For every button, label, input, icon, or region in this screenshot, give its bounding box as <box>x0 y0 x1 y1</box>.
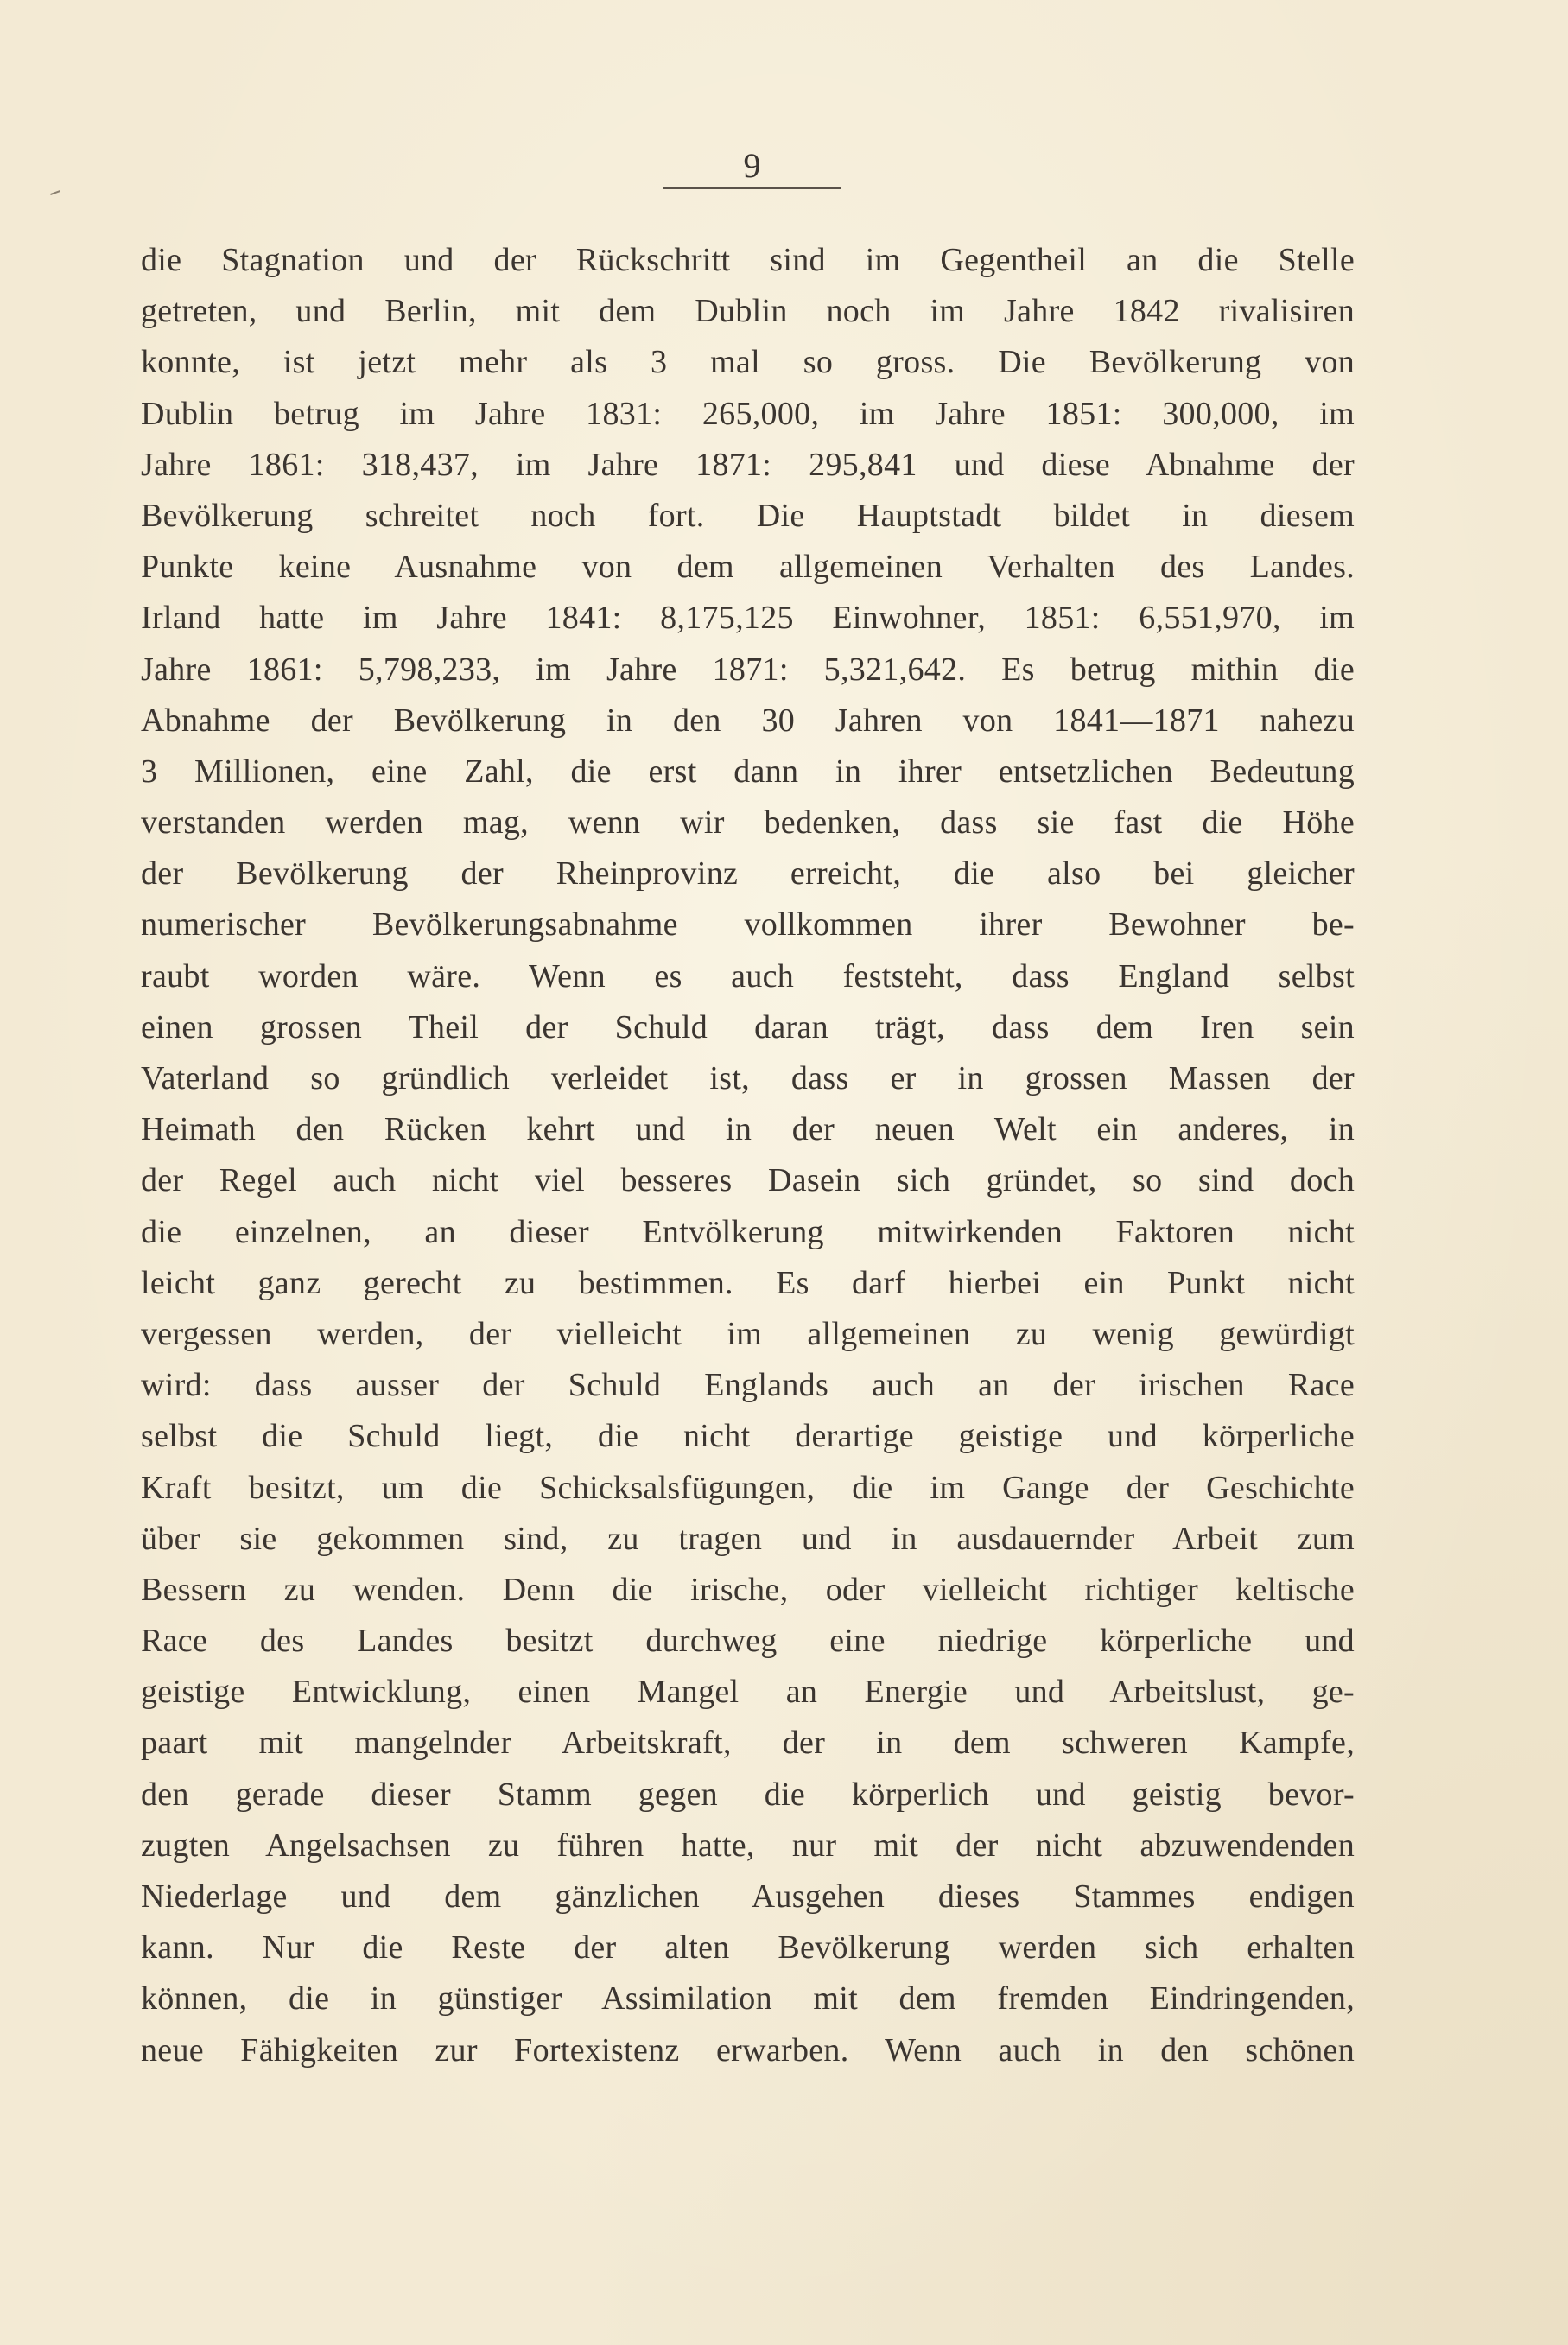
text-line: selbst die Schuld liegt, die nicht derartige geistige und körperliche <box>141 1418 1355 1455</box>
text-line: der Regel auch nicht viel besseres Dasein sich gründet, so sind doch <box>141 1162 1355 1199</box>
text-line: der Bevölkerung der Rheinprovinz erreicht, die also bei gleicher <box>141 855 1355 893</box>
text-line: den gerade dieser Stamm gegen die körperlich und geistig bevor- <box>141 1776 1355 1813</box>
text-line: raubt worden wäre. Wenn es auch feststeht, dass England selbst <box>141 957 1355 995</box>
text-line: neue Fähigkeiten zur Fortexistenz erwarben. Wenn auch in den schönen <box>141 2031 1355 2069</box>
text-line: Irland hatte im Jahre 1841: 8,175,125 Einwohner, 1851: 6,551,970, im <box>141 600 1355 637</box>
text-line: Niederlage und dem gänzlichen Ausgehen dieses Stammes endigen <box>141 1878 1355 1915</box>
body-text <box>141 235 1355 2076</box>
text-line: die Stagnation und der Rückschritt sind im Gegentheil an die Stelle <box>141 242 1355 278</box>
text-line: Kraft besitzt, um die Schicksalsfügungen, die im Gange der Geschichte <box>141 1469 1355 1506</box>
text-line: Bessern zu wenden. Denn die irische, oder vielleicht richtiger keltische <box>141 1571 1355 1608</box>
text-line: numerischer Bevölkerungsabnahme vollkommen ihrer Bewohner be- <box>141 906 1355 944</box>
text-line: Heimath den Rücken kehrt und in der neuen Welt ein anderes, in <box>141 1111 1355 1148</box>
text-line: geistige Entwicklung, einen Mangel an Energie und Arbeitslust, ge- <box>141 1674 1355 1711</box>
text-line: konnte, ist jetzt mehr als 3 mal so gross. Die Bevölkerung von <box>141 344 1355 381</box>
text-line: paart mit mangelnder Arbeitskraft, der in dem schweren Kampfe, <box>141 1725 1355 1762</box>
page-number: 9 <box>743 146 761 185</box>
text-line: Race des Landes besitzt durchweg eine niedrige körperliche und <box>141 1623 1355 1660</box>
text-line: Jahre 1861: 5,798,233, im Jahre 1871: 5,321,642. Es betrug mithin die <box>141 651 1355 688</box>
text-line: Jahre 1861: 318,437, im Jahre 1871: 295,841 und diese Abnahme der <box>141 446 1355 483</box>
text-line: zugten Angelsachsen zu führen hatte, nur mit der nicht abzuwendenden <box>141 1827 1355 1864</box>
text-line: Bevölkerung schreitet noch fort. Die Hauptstadt bildet in diesem <box>141 497 1355 534</box>
text-line: leicht ganz gerecht zu bestimmen. Es darf hierbei ein Punkt nicht <box>141 1264 1355 1301</box>
text-line: die einzelnen, an dieser Entvölkerung mitwirkenden Faktoren nicht <box>141 1213 1355 1250</box>
text-line: einen grossen Theil der Schuld daran trägt, dass dem Iren sein <box>141 1008 1355 1045</box>
text-line: Dublin betrug im Jahre 1831: 265,000, im Jahre 1851: 300,000, im <box>141 395 1355 432</box>
text-line: wird: dass ausser der Schuld Englands auch an der irischen Race <box>141 1367 1355 1404</box>
text-line: Vaterland so gründlich verleidet ist, dass er in grossen Massen der <box>141 1060 1355 1096</box>
text-line: kann. Nur die Reste der alten Bevölkerung werden sich erhalten <box>141 1929 1355 1967</box>
text-line: vergessen werden, der vielleicht im allgemeinen zu wenig gewürdigt <box>141 1315 1355 1352</box>
text-line: über sie gekommen sind, zu tragen und in ausdauernder Arbeit zum <box>141 1520 1355 1557</box>
text-line: verstanden werden mag, wenn wir bedenken, dass sie fast die Höhe <box>141 804 1355 842</box>
text-line: können, die in günstiger Assimilation mit dem fremden Eindringenden, <box>141 1980 1355 2018</box>
text-line: Punkte keine Ausnahme von dem allgemeinen Verhalten des Landes. <box>141 549 1355 586</box>
text-line: Abnahme der Bevölkerung in den 30 Jahren von 1841—1871 nahezu <box>141 702 1355 739</box>
text-line: getreten, und Berlin, mit dem Dublin noch im Jahre 1842 rivalisiren <box>141 293 1355 330</box>
text-line: 3 Millionen, eine Zahl, die erst dann in ihrer entsetzlichen Bedeutung <box>141 753 1355 790</box>
header-rule <box>663 187 841 189</box>
paper-mark <box>50 190 60 195</box>
